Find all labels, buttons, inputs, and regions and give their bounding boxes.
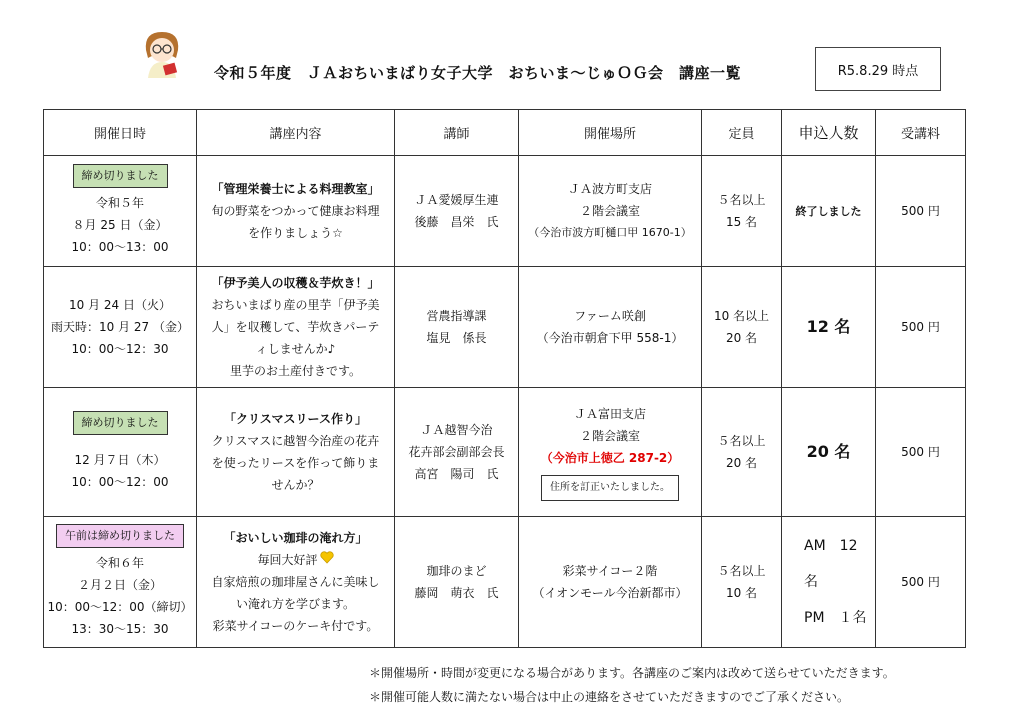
date-cell xyxy=(44,388,197,517)
venue-address: （今治市波方町樋口甲 1670-1） xyxy=(528,226,692,239)
course-desc xyxy=(197,549,394,572)
venue-cell xyxy=(519,388,702,517)
header-venue: 開催場所 xyxy=(519,110,702,156)
venue-cell xyxy=(519,517,702,648)
instructor-cell xyxy=(395,388,519,517)
date-line: 10：00～12：00（締切） xyxy=(47,600,193,614)
course-cell xyxy=(197,388,395,517)
course-title: 「おいしい珈琲の淹れ方」 xyxy=(223,530,368,545)
table-header-row xyxy=(44,110,966,156)
fee-value: 500 円 xyxy=(901,320,940,334)
course-desc: ィしませんか♪ xyxy=(255,342,336,356)
applicants-value: 12 名 xyxy=(806,316,851,336)
footnote: ＊開催可能人数に満たない場合は中止の連絡をさせていただきますのでご了承ください。 xyxy=(369,690,850,704)
date-line: 10：00～12：00 xyxy=(71,475,169,489)
header-course: 講座内容 xyxy=(197,110,395,156)
fee-cell xyxy=(876,156,966,267)
venue-line: ２階会議室 xyxy=(579,204,640,218)
closed-badge: 午前は締め切りました xyxy=(56,524,184,548)
course-desc: 里芋のお土産付きです。 xyxy=(229,364,362,378)
course-cell xyxy=(197,267,395,388)
course-desc: い淹れ方を学びます。 xyxy=(235,597,356,612)
capacity-line: ５名以上 xyxy=(717,564,766,578)
course-cell xyxy=(197,517,395,648)
capacity-line: 20 名 xyxy=(725,456,758,470)
header-date: 開催日時 xyxy=(44,110,197,156)
applicants-cell xyxy=(782,156,876,267)
footnote: ＊開催場所・時間が変更になる場合があります。各講座のご案内は改めて送らせていただきます。 xyxy=(369,666,895,680)
course-desc: 自家焙煎の珈琲屋さんに美味し xyxy=(211,575,380,590)
capacity-cell xyxy=(702,517,782,648)
capacity-line: ５名以上 xyxy=(717,193,766,207)
capacity-line: 15 名 xyxy=(725,215,758,229)
applicants-cell xyxy=(782,388,876,517)
date-line: 令和５年 xyxy=(95,196,144,210)
instructor-line: 藤岡 萌衣 氏 xyxy=(414,586,499,600)
course-title: 「管理栄養士による料理教室」 xyxy=(211,182,380,196)
instructor-line: 後藤 昌栄 氏 xyxy=(414,215,499,229)
fee-value: 500 円 xyxy=(901,445,940,459)
fee-value: 500 円 xyxy=(901,204,940,218)
fee-cell xyxy=(876,267,966,388)
date-cell xyxy=(44,267,197,388)
closed-badge: 締め切りました xyxy=(73,411,168,435)
instructor-line: ＪＡ愛媛厚生連 xyxy=(414,193,499,207)
venue-line: ファーム咲創 xyxy=(574,309,646,323)
date-line: 令和６年 xyxy=(95,556,144,570)
venue-line: ＪＡ波方町支店 xyxy=(567,182,652,196)
course-desc: 彩菜サイコーのケーキ付です。 xyxy=(212,619,379,634)
date-line: 10 月 24 日（火） xyxy=(69,298,171,312)
applicants-am: AM 12 名 xyxy=(804,538,858,590)
course-title: 「クリスマスリース作り」 xyxy=(224,412,367,426)
date-line: ８月 25 日（金） xyxy=(72,218,168,232)
date-line: 12 月７日（木） xyxy=(74,453,166,467)
capacity-line: 10 名 xyxy=(725,586,758,600)
heart-icon xyxy=(320,549,334,571)
instructor-cell xyxy=(395,156,519,267)
page-title: 令和５年度 ＪＡおちいまばり女子大学 おちいま～じゅＯＧ会 講座一覧 xyxy=(214,64,742,82)
course-desc: を作りましょう☆ xyxy=(248,226,343,240)
instructor-line: ＪＡ越智今治 xyxy=(420,423,493,437)
applicants-cell xyxy=(782,267,876,388)
venue-address: （イオンモール今治新都市） xyxy=(532,586,688,600)
capacity-cell xyxy=(702,267,782,388)
applicants-cell xyxy=(782,517,876,648)
table-row xyxy=(44,267,966,388)
venue-address: （今治市上徳乙 287-2） xyxy=(540,451,680,465)
course-desc: おちいまばり産の里芋「伊予美 xyxy=(211,298,380,312)
instructor-cell xyxy=(395,267,519,388)
course-desc: を使ったリースを作って飾りま xyxy=(211,456,380,470)
venue-line: ２階会議室 xyxy=(579,429,640,443)
header-fee: 受講料 xyxy=(876,110,966,156)
date-line: 13：30～15：30 xyxy=(71,622,169,636)
capacity-line: 10 名以上 xyxy=(713,309,770,323)
instructor-line: 珈琲のまど xyxy=(426,564,487,578)
course-desc: 人」を収穫して、芋炊きパーテ xyxy=(211,320,380,334)
instructor-line: 花卉部会副部会長 xyxy=(408,445,505,459)
course-cell xyxy=(197,156,395,267)
fee-cell xyxy=(876,388,966,517)
fee-cell xyxy=(876,517,966,648)
applicants-value: 終了しました xyxy=(795,204,862,218)
course-desc: 旬の野菜をつかって健康お料理 xyxy=(211,204,380,218)
as-of-date: R5.8.29 時点 xyxy=(815,47,941,91)
header-capacity: 定員 xyxy=(702,110,782,156)
table-row xyxy=(44,388,966,517)
venue-line: ＪＡ富田支店 xyxy=(573,407,646,421)
footnotes xyxy=(369,661,895,709)
capacity-cell xyxy=(702,156,782,267)
table-row xyxy=(44,156,966,267)
date-line: ２月２日（金） xyxy=(77,578,162,592)
date-line: 雨天時：10 月 27 （金） xyxy=(51,320,189,334)
instructor-line: 高宮 陽司 氏 xyxy=(414,467,499,481)
fee-value: 500 円 xyxy=(901,575,940,589)
applicants-pm: PM １名 xyxy=(804,610,867,626)
venue-cell xyxy=(519,156,702,267)
instructor-line: 塩見 係長 xyxy=(426,331,487,345)
correction-note: 住所を訂正いたしました。 xyxy=(541,475,679,501)
capacity-line: ５名以上 xyxy=(717,434,766,448)
date-line: 10：00～12：30 xyxy=(71,342,169,356)
capacity-line: 20 名 xyxy=(725,331,758,345)
date-cell xyxy=(44,156,197,267)
applicants-value: 20 名 xyxy=(806,441,851,461)
venue-line: 彩菜サイコー２階 xyxy=(562,564,658,578)
venue-address: （今治市朝倉下甲 558-1） xyxy=(536,331,684,345)
date-line: 10：00～13：00 xyxy=(71,240,169,254)
course-desc-text: 毎回大好評 xyxy=(257,552,318,567)
mascot-illustration xyxy=(138,28,186,80)
instructor-cell xyxy=(395,517,519,648)
course-title: 「伊予美人の収穫＆芋炊き！」 xyxy=(211,276,380,290)
header-applicants: 申込人数 xyxy=(782,110,876,156)
closed-badge: 締め切りました xyxy=(73,164,168,188)
capacity-cell xyxy=(702,388,782,517)
date-cell xyxy=(44,517,197,648)
table-row xyxy=(44,517,966,648)
instructor-line: 営農指導課 xyxy=(426,309,487,323)
course-desc: クリスマスに越智今治産の花卉 xyxy=(211,434,380,448)
venue-cell xyxy=(519,267,702,388)
course-desc: せんか？ xyxy=(271,478,320,492)
header-instructor: 講師 xyxy=(395,110,519,156)
course-table xyxy=(43,109,966,648)
